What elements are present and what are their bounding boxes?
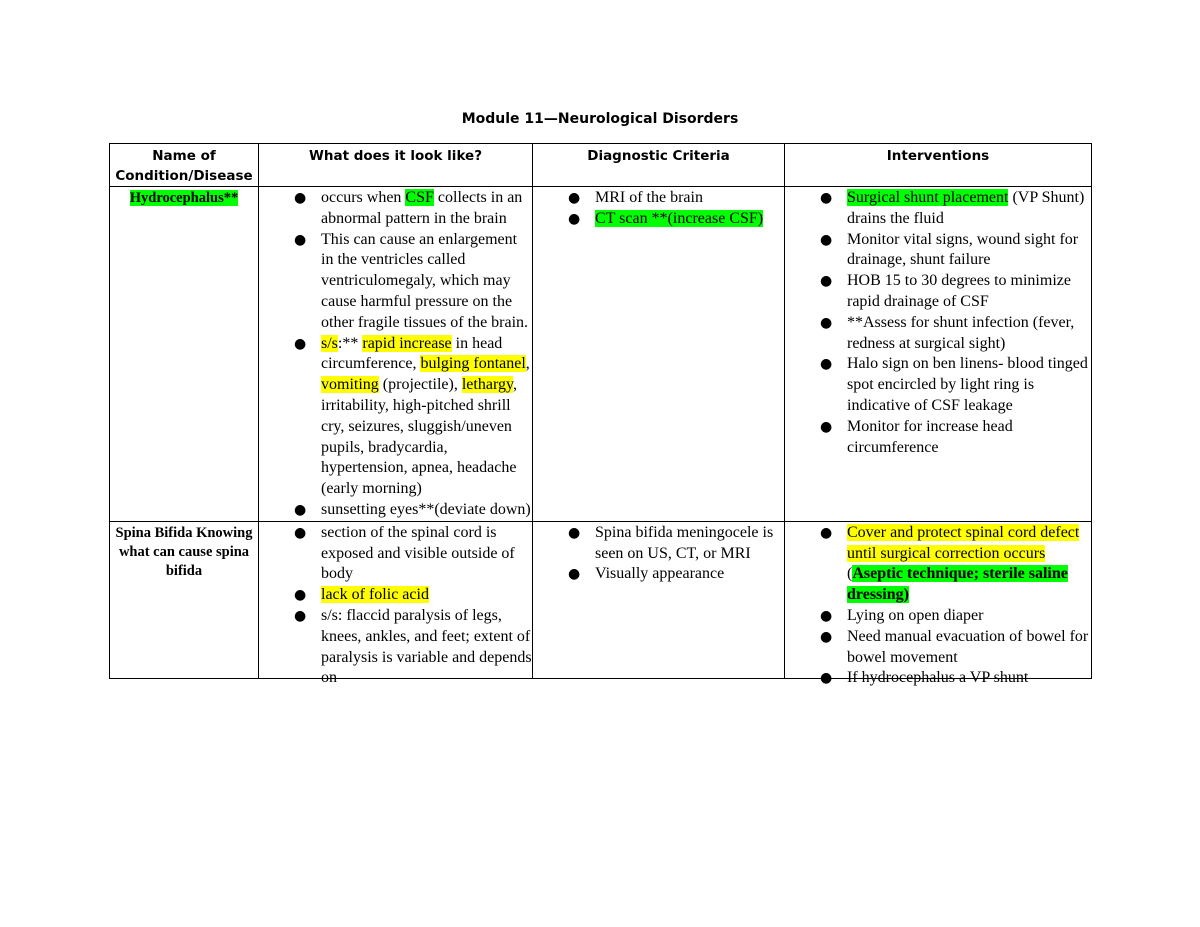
highlighted-text: rapid increase	[362, 334, 452, 352]
look-cell	[259, 521, 533, 687]
item-text: :**	[337, 334, 363, 352]
bullet-icon: ●	[294, 231, 307, 248]
list-item	[785, 668, 1091, 689]
item-text: sunsetting eyes**(deviate down)	[321, 500, 531, 518]
bullet-icon: ●	[820, 524, 833, 541]
list-item	[533, 564, 784, 585]
list-item	[785, 313, 1091, 355]
look-cell	[259, 187, 533, 522]
bullet-icon: ●	[294, 587, 307, 604]
item-text: (	[847, 565, 853, 583]
bullet-icon: ●	[568, 210, 581, 227]
table-row	[110, 187, 1092, 522]
list-item	[259, 606, 532, 689]
item-text: HOB 15 to 30 degrees to minimize rapid drainage of CSF	[847, 272, 1071, 310]
item-text: Need manual evacuation of bowel for bowel movement	[847, 627, 1089, 666]
item-text: (VP Shunt) drains the fluid	[847, 189, 1085, 227]
list-item	[533, 209, 784, 230]
list-item	[785, 230, 1091, 272]
bullet-icon: ●	[820, 231, 833, 248]
list-item	[785, 354, 1091, 416]
item-text: section of the spinal cord is exposed and visible outside of body	[321, 523, 515, 583]
bullet-icon: ●	[568, 524, 581, 541]
bullet-icon: ●	[294, 501, 307, 518]
highlighted-text: CT scan **(increase CSF)	[595, 209, 764, 227]
disorders-table	[109, 143, 1092, 687]
list-item	[785, 523, 1091, 606]
list-item	[533, 188, 784, 209]
bullet-icon: ●	[568, 566, 581, 583]
highlighted-text: lack of folic acid	[321, 586, 429, 604]
look-list	[259, 187, 532, 521]
item-text: Halo sign on ben linens- blood tinged spot encircled by light ring is indicative of CSF leakage	[847, 355, 1088, 414]
highlighted-text: vomiting	[321, 376, 379, 394]
list-item	[785, 188, 1091, 230]
list-item	[259, 334, 532, 500]
look-list	[259, 522, 532, 689]
item-text: Monitor vital signs, wound sight for drainage, shunt failure	[847, 230, 1079, 269]
header-look: What does it look like?	[259, 144, 533, 187]
highlighted-text: lethargy	[461, 376, 513, 394]
table-header-row	[110, 144, 1092, 187]
item-text: , irritability, high-pitched shrill cry, seizures, sluggish/uneven pupils, bradycardia, hypertension, apnea, headache (early morning)	[321, 376, 517, 498]
item-text: MRI of the brain	[595, 189, 703, 206]
bullet-icon: ●	[820, 314, 833, 331]
header-diagnostic: Diagnostic Criteria	[533, 144, 785, 187]
item-text: s/s: flaccid paralysis of legs, knees, ankles, and feet; extent of paralysis is variable and depends on	[321, 606, 532, 687]
bullet-icon: ●	[294, 607, 307, 624]
item-text: ,	[525, 355, 530, 373]
header-name: Name of Condition/Disease	[110, 144, 259, 187]
item-text: collects in an abnormal pattern in the brain	[321, 189, 523, 227]
bullet-icon: ●	[568, 190, 581, 206]
page-title: Module 11—Neurological Disorders	[461, 111, 739, 127]
list-item	[259, 585, 532, 606]
item-text: Spina bifida meningocele is seen on US, CT, or MRI	[595, 523, 774, 562]
item-text: (projectile),	[378, 376, 462, 394]
list-item	[259, 188, 532, 230]
bullet-icon: ●	[820, 273, 833, 290]
condition-name: Hydrocephalus**	[129, 190, 239, 206]
list-item	[785, 606, 1091, 627]
interventions-cell	[785, 521, 1092, 687]
diagnostic-list	[533, 522, 784, 585]
item-text: Visually appearance	[595, 565, 725, 583]
highlighted-text: CSF	[405, 189, 434, 206]
bullet-icon: ●	[820, 356, 833, 373]
highlighted-text: s/s	[321, 334, 338, 352]
highlighted-text: Aseptic technique; sterile saline dressing)	[847, 565, 1068, 604]
interventions-cell	[785, 187, 1092, 522]
list-item	[533, 523, 784, 565]
list-item	[259, 230, 532, 334]
diagnostic-cell	[533, 521, 785, 678]
condition-name: Spina Bifida Knowing what can cause spina bifida	[115, 524, 253, 579]
item-text: occurs when	[321, 189, 406, 206]
bullet-icon: ●	[820, 607, 833, 624]
bullet-icon: ●	[820, 628, 833, 645]
list-item	[785, 627, 1091, 669]
item-text: If hydrocephalus a VP shunt	[847, 669, 1029, 687]
condition-cell	[110, 521, 259, 678]
highlighted-text: bulging fontanel	[420, 355, 526, 373]
highlighted-text: Surgical shunt placement	[847, 189, 1009, 206]
bullet-icon: ●	[294, 190, 307, 206]
highlighted-text: Cover and protect spinal cord defect until surgical correction occurs	[847, 523, 1080, 562]
bullet-icon: ●	[294, 524, 307, 541]
condition-cell	[110, 187, 259, 522]
interventions-list	[785, 187, 1091, 458]
diagnostic-list	[533, 187, 784, 230]
item-text: This can cause an enlargement in the ventricles called ventriculomegaly, which may cause harmful pressure on the other fragile tissues of the brain.	[321, 230, 529, 331]
item-text: Lying on open diaper	[847, 606, 984, 624]
item-text: in head circumference,	[321, 334, 503, 373]
header-interventions: Interventions	[785, 144, 1092, 187]
list-item	[785, 271, 1091, 313]
list-item	[259, 523, 532, 585]
interventions-list	[785, 522, 1091, 689]
item-text: Monitor for increase head circumference	[847, 417, 1013, 456]
diagnostic-cell	[533, 187, 785, 522]
bullet-icon: ●	[820, 190, 833, 206]
item-text: **Assess for shunt infection (fever, redness at surgical sight)	[847, 313, 1075, 352]
bullet-icon: ●	[820, 418, 833, 435]
list-item	[259, 500, 532, 521]
bullet-icon: ●	[294, 335, 307, 352]
bullet-icon: ●	[820, 670, 833, 687]
table-row	[110, 521, 1092, 678]
list-item	[785, 417, 1091, 459]
